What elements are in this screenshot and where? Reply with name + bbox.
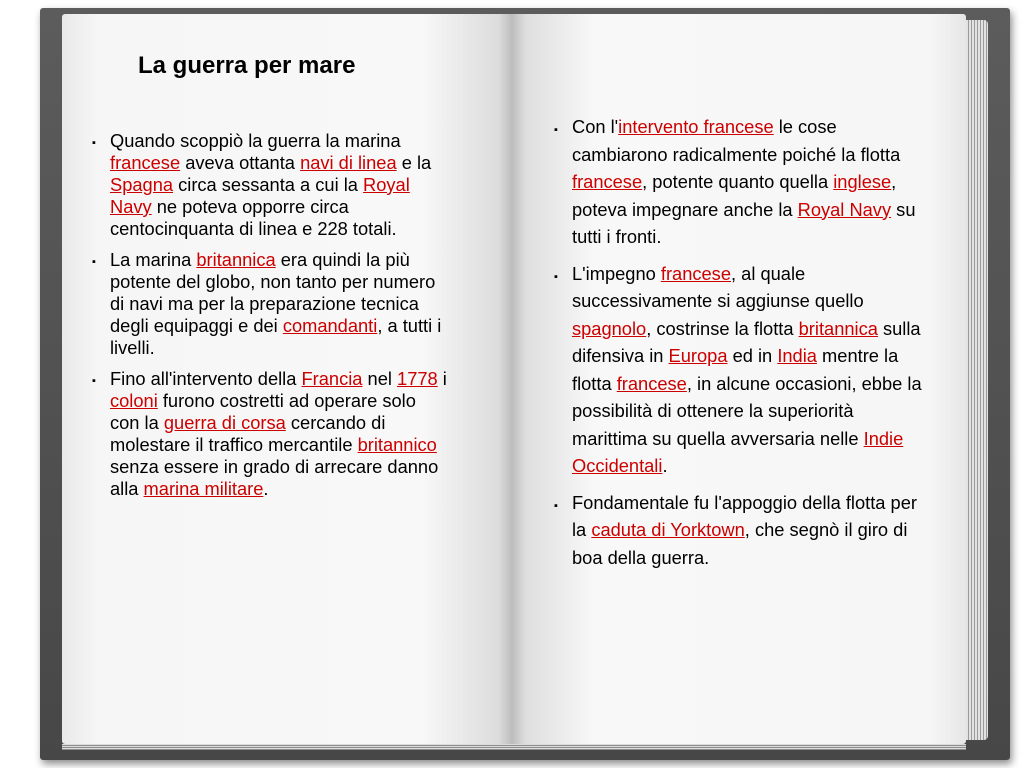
bullet-text: L'impegno: [572, 262, 661, 284]
bullet-text: e la: [396, 152, 432, 173]
bullet-item: [552, 489, 922, 572]
hyperlink[interactable]: Europa: [668, 345, 728, 366]
bullet-text: , a tutti i livelli.: [110, 315, 442, 358]
hyperlink[interactable]: marina militare: [143, 478, 264, 499]
hyperlink[interactable]: intervento francese: [618, 116, 774, 137]
bullet-text: su tutti i fronti.: [572, 198, 916, 247]
bullet-text: senza essere in grado di arrecare danno alla: [110, 456, 439, 499]
bullet-text: , costrinse la flotta: [646, 317, 799, 339]
hyperlink[interactable]: francese: [660, 262, 731, 284]
hyperlink[interactable]: guerra di corsa: [163, 412, 286, 433]
bullet-icon: ▪: [92, 137, 96, 149]
bullet-icon: ▪: [92, 375, 96, 387]
page-edges-bottom: [62, 744, 966, 750]
bullet-text: La marina: [110, 249, 197, 270]
bullet-text: Quando scoppiò la guerra la marina: [110, 130, 401, 151]
hyperlink[interactable]: francese: [616, 372, 687, 394]
hyperlink[interactable]: Royal Navy: [110, 174, 410, 217]
hyperlink[interactable]: britannica: [196, 249, 276, 270]
hyperlink[interactable]: navi di linea: [300, 152, 397, 173]
bullet-icon: ▪: [554, 499, 558, 512]
bullet-text: aveva ottanta: [180, 152, 301, 173]
page-edges: [966, 20, 988, 740]
bullet-text: era quindi la più potente del globo, non tanto per numero di navi ma per la preparazione tecnica degli equipaggi e dei: [110, 249, 436, 336]
bullet-icon: ▪: [554, 124, 558, 136]
hyperlink[interactable]: spagnolo: [572, 317, 647, 339]
hyperlink[interactable]: 1778: [397, 368, 438, 389]
bullet-text: nel: [362, 368, 398, 389]
bullet-text: Fino all'intervento della: [110, 368, 302, 389]
bullet-text: ne poteva opporre circa centocinquanta di linea e 228 totali.: [110, 196, 397, 239]
page-title: La guerra per mare: [138, 52, 356, 79]
bullet-text: sulla difensiva in: [572, 317, 921, 366]
hyperlink[interactable]: Indie Occidentali: [572, 427, 904, 476]
bullet-text: le cose cambiarono radicalmente poiché la flotta: [572, 116, 901, 165]
hyperlink[interactable]: coloni: [110, 390, 158, 411]
bullet-text: , in alcune occasioni, ebbe la possibilità di ottenere la superiorità marittima su quella avversaria nelle: [572, 372, 922, 449]
bullet-text: , potente quanto quella: [642, 171, 834, 192]
bullet-item: [552, 113, 922, 251]
bullet-text: i: [437, 368, 447, 389]
hyperlink[interactable]: britannico: [357, 434, 437, 455]
hyperlink[interactable]: Francia: [301, 368, 363, 389]
bullet-icon: ▪: [554, 270, 558, 283]
bullet-text: , poteva impegnare anche la: [572, 171, 897, 220]
bullet-icon: ▪: [92, 256, 96, 268]
bullet-item: [90, 249, 450, 359]
right-bullet-list: [552, 113, 922, 580]
bullet-text: mentre la flotta: [572, 345, 899, 394]
bullet-text: furono costretti ad operare solo con la: [110, 390, 416, 433]
bullet-text: Fondamentale fu l'appoggio della flotta per la: [572, 491, 917, 540]
hyperlink[interactable]: comandanti: [282, 315, 378, 336]
bullet-text: .: [662, 455, 668, 476]
hyperlink[interactable]: Royal Navy: [797, 198, 892, 220]
bullet-text: Con l': [572, 116, 619, 137]
hyperlink[interactable]: inglese: [833, 171, 892, 192]
bullet-text: cercando di molestare il traffico mercantile: [110, 412, 386, 455]
bullet-text: , che segnò il giro di boa della guerra.: [572, 519, 908, 568]
hyperlink[interactable]: francese: [110, 152, 181, 173]
left-bullet-list: [90, 130, 450, 509]
hyperlink[interactable]: caduta di Yorktown: [591, 519, 745, 540]
bullet-text: , al quale successivamente si aggiunse quello: [572, 262, 864, 311]
bullet-item: [90, 130, 450, 240]
hyperlink[interactable]: India: [777, 345, 817, 366]
hyperlink[interactable]: Spagna: [110, 174, 174, 195]
hyperlink[interactable]: britannica: [798, 317, 878, 339]
bullet-text: circa sessanta a cui la: [173, 174, 364, 195]
bullet-item: [90, 368, 450, 500]
bullet-text: .: [263, 478, 269, 499]
hyperlink[interactable]: francese: [572, 171, 643, 192]
bullet-text: ed in: [727, 345, 778, 366]
bullet-item: [552, 260, 922, 480]
